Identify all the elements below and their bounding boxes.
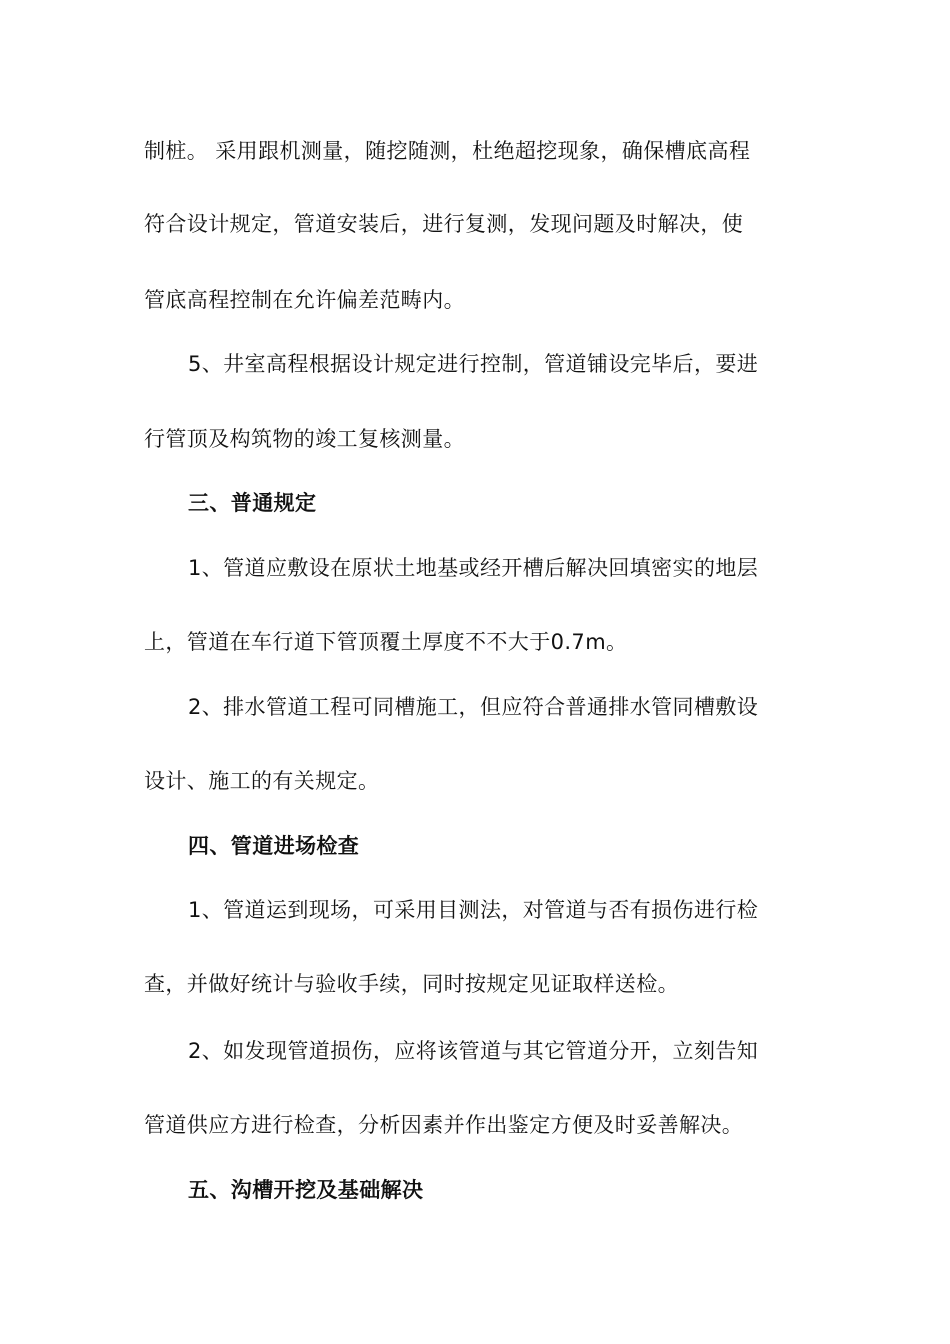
- section-heading: 四、管道进场检查: [188, 834, 360, 858]
- paragraph-line: 2、如发现管道损伤，应将该管道与其它管道分开，立刻告知: [188, 1039, 759, 1063]
- paragraph-line: 制桩。 采用跟机测量，随挖随测，杜绝超挖现象，确保槽底高程: [144, 139, 751, 163]
- paragraph-line: 管道供应方进行检查，分析因素并作出鉴定方便及时妥善解决。: [144, 1113, 744, 1137]
- section-heading: 三、普通规定: [188, 491, 317, 515]
- paragraph-line: 管底高程控制在允许偏差范畴内。: [144, 288, 465, 312]
- paragraph-line: 上，管道在车行道下管顶覆土厚度不不大于0.7m。: [144, 630, 628, 654]
- paragraph-line: 查，并做好统计与验收手续，同时按规定见证取样送检。: [144, 972, 679, 996]
- paragraph-line: 设计、施工的有关规定。: [144, 769, 380, 793]
- paragraph-line: 1、管道应敷设在原状土地基或经开槽后解决回填密实的地层: [188, 556, 759, 580]
- paragraph-line: 符合设计规定，管道安装后，进行复测，发现问题及时解决，使: [144, 212, 744, 236]
- paragraph-line: 行管顶及构筑物的竣工复核测量。: [144, 427, 465, 451]
- paragraph-line: 5、井室高程根据设计规定进行控制，管道铺设完毕后，要进: [188, 352, 759, 376]
- paragraph-line: 1、管道运到现场，可采用目测法，对管道与否有损伤进行检: [188, 898, 759, 922]
- paragraph-line: 2、排水管道工程可同槽施工，但应符合普通排水管同槽敷设: [188, 695, 759, 719]
- section-heading: 五、沟槽开挖及基础解决: [188, 1178, 424, 1202]
